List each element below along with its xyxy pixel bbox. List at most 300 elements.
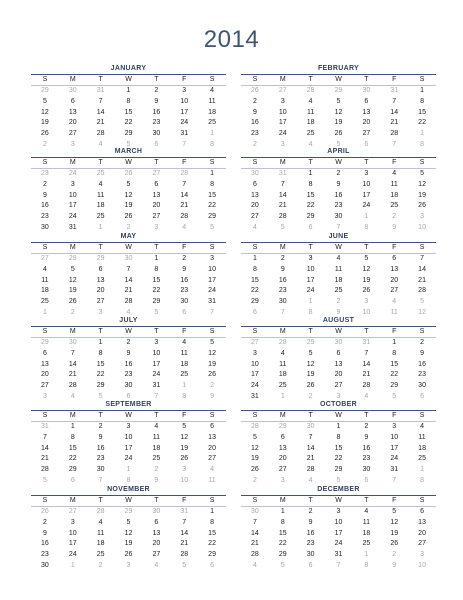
day-cell: 21 (362, 371, 371, 379)
day-cell: 22 (124, 119, 133, 127)
day-cell: 8 (392, 350, 397, 358)
day-cell-adjacent-month: 7 (280, 308, 285, 316)
day-cell: 15 (251, 276, 259, 284)
calendar-year-title: 2014 (203, 26, 260, 53)
day-cell: 25 (152, 455, 161, 463)
day-cell: 5 (308, 350, 313, 358)
day-grid (31, 254, 226, 318)
day-cell: 20 (334, 371, 343, 379)
day-cell: 7 (420, 255, 425, 263)
day-cell: 22 (208, 540, 216, 548)
day-cell: 18 (152, 444, 161, 452)
weekday-label: F (182, 497, 187, 505)
day-cell-adjacent-month: 26 (41, 508, 49, 516)
day-cell: 16 (124, 360, 133, 368)
day-cell: 29 (278, 551, 287, 559)
day-cell: 11 (96, 529, 105, 537)
day-cell-adjacent-month: 9 (392, 561, 397, 569)
weekday-label: T (154, 497, 159, 505)
day-cell: 4 (336, 255, 341, 263)
day-cell-adjacent-month: 5 (154, 308, 159, 316)
day-cell-adjacent-month: 7 (182, 140, 187, 148)
day-cell: 23 (41, 213, 49, 221)
day-cell-adjacent-month: 28 (251, 423, 259, 431)
day-cell: 17 (390, 444, 399, 452)
day-cell: 20 (278, 455, 287, 463)
day-cell-adjacent-month: 1 (98, 223, 103, 231)
day-cell: 12 (124, 529, 133, 537)
day-cell-adjacent-month: 2 (98, 561, 103, 569)
day-cell: 6 (42, 350, 47, 358)
day-cell: 21 (180, 540, 189, 548)
day-cell: 22 (152, 287, 161, 295)
day-cell: 2 (98, 423, 103, 431)
day-cell: 19 (334, 119, 343, 127)
day-cell: 18 (278, 371, 287, 379)
day-grid (241, 254, 436, 318)
day-cell-adjacent-month: 5 (336, 140, 341, 148)
day-cell: 12 (362, 266, 371, 274)
day-cell: 15 (334, 444, 343, 452)
day-cell: 23 (306, 540, 315, 548)
day-cell: 8 (280, 519, 285, 527)
month-january (31, 63, 226, 151)
day-cell: 4 (308, 98, 313, 106)
day-cell-adjacent-month: 5 (210, 223, 215, 231)
day-cell: 1 (98, 339, 103, 347)
day-cell-adjacent-month: 5 (126, 140, 131, 148)
day-cell: 25 (362, 540, 371, 548)
day-cell: 7 (182, 519, 187, 527)
day-cell: 4 (98, 519, 103, 527)
day-cell-adjacent-month: 5 (42, 476, 47, 484)
weekday-label: T (364, 244, 369, 252)
day-cell: 22 (96, 371, 105, 379)
day-cell: 17 (334, 529, 343, 537)
month-name: APRIL (327, 148, 350, 155)
weekday-label: S (252, 328, 258, 336)
day-cell: 27 (68, 130, 77, 138)
weekday-label: F (182, 76, 187, 84)
day-cell: 4 (42, 266, 47, 274)
day-cell: 31 (390, 466, 399, 474)
day-cell: 26 (334, 130, 343, 138)
day-cell: 9 (42, 191, 47, 199)
month-name: MAY (120, 233, 137, 240)
day-cell: 28 (251, 551, 259, 559)
day-cell: 30 (180, 298, 189, 306)
day-cell: 3 (308, 255, 313, 263)
day-cell: 25 (96, 213, 105, 221)
day-cell: 5 (70, 266, 75, 274)
weekday-label: S (42, 76, 48, 84)
weekday-label: T (98, 244, 103, 252)
weekday-label: F (182, 244, 187, 252)
day-grid (241, 338, 436, 402)
weekday-label: S (252, 159, 258, 167)
weekday-label: S (209, 412, 215, 420)
day-cell: 16 (362, 444, 371, 452)
day-cell: 30 (334, 213, 343, 221)
day-cell: 13 (278, 444, 287, 452)
day-cell: 19 (390, 529, 399, 537)
day-cell: 1 (336, 423, 341, 431)
weekday-label: S (42, 244, 48, 252)
day-cell: 18 (306, 119, 315, 127)
day-cell-adjacent-month: 6 (420, 392, 425, 400)
month-august (241, 315, 436, 403)
day-cell: 10 (68, 529, 77, 537)
day-cell: 2 (182, 255, 187, 263)
day-cell: 9 (42, 529, 47, 537)
day-cell: 13 (68, 108, 77, 116)
day-cell-adjacent-month: 2 (392, 213, 397, 221)
weekday-label: W (125, 159, 132, 167)
day-cell-adjacent-month: 1 (420, 130, 425, 138)
day-cell: 12 (418, 181, 426, 189)
day-cell: 4 (392, 170, 397, 178)
day-cell: 18 (96, 540, 105, 548)
month-name: JUNE (328, 233, 349, 240)
day-cell-adjacent-month: 8 (182, 392, 187, 400)
day-cell: 11 (390, 181, 398, 189)
day-cell-adjacent-month: 5 (420, 298, 425, 306)
month-september (31, 399, 226, 487)
day-cell: 18 (418, 444, 426, 452)
weekday-label: M (69, 76, 76, 84)
day-cell-adjacent-month: 5 (392, 392, 397, 400)
day-cell: 5 (336, 98, 341, 106)
day-cell-adjacent-month: 3 (42, 392, 47, 400)
day-cell: 2 (336, 170, 341, 178)
weekday-label: W (125, 497, 132, 505)
day-cell: 2 (126, 339, 131, 347)
day-cell-adjacent-month: 6 (70, 476, 75, 484)
day-cell: 11 (362, 519, 370, 527)
day-cell-adjacent-month: 1 (364, 551, 369, 559)
weekday-header (31, 158, 226, 169)
day-cell-adjacent-month: 3 (420, 551, 425, 559)
weekday-label: M (279, 412, 286, 420)
day-cell: 20 (152, 540, 161, 548)
day-cell: 27 (278, 466, 287, 474)
day-cell: 21 (68, 371, 77, 379)
day-cell: 18 (208, 108, 216, 116)
day-cell-adjacent-month: 2 (126, 223, 131, 231)
day-cell-adjacent-month: 1 (364, 213, 369, 221)
day-cell: 6 (336, 350, 341, 358)
day-cell: 28 (306, 466, 315, 474)
day-cell: 26 (68, 298, 77, 306)
day-cell: 9 (308, 519, 313, 527)
day-cell-adjacent-month: 28 (278, 339, 287, 347)
month-name: MARCH (114, 148, 143, 155)
weekday-label: F (392, 497, 397, 505)
weekday-label: M (69, 412, 76, 420)
weekday-label: S (209, 159, 215, 167)
day-cell: 19 (306, 371, 315, 379)
day-cell-adjacent-month: 2 (308, 392, 313, 400)
day-cell: 14 (306, 444, 315, 452)
day-cell: 15 (208, 529, 216, 537)
day-cell-adjacent-month: 3 (364, 298, 369, 306)
day-cell-adjacent-month: 8 (420, 140, 425, 148)
day-cell-adjacent-month: 2 (392, 551, 397, 559)
day-cell: 28 (41, 466, 49, 474)
day-cell-adjacent-month: 26 (251, 87, 259, 95)
day-cell: 14 (68, 360, 77, 368)
day-cell: 27 (152, 213, 161, 221)
day-cell: 24 (124, 455, 133, 463)
month-october (241, 399, 436, 487)
day-cell-adjacent-month: 5 (182, 561, 187, 569)
day-cell: 28 (96, 130, 105, 138)
weekday-label: W (335, 497, 342, 505)
day-cell-adjacent-month: 1 (280, 392, 285, 400)
day-cell: 13 (96, 276, 105, 284)
day-cell-adjacent-month: 1 (42, 308, 47, 316)
weekday-label: S (252, 244, 258, 252)
day-cell: 15 (68, 444, 77, 452)
day-cell-adjacent-month: 10 (418, 223, 426, 231)
day-cell: 25 (306, 130, 315, 138)
month-name: OCTOBER (320, 401, 357, 408)
weekday-label: F (182, 328, 187, 336)
day-cell-adjacent-month: 10 (362, 308, 371, 316)
day-cell: 15 (124, 108, 133, 116)
day-cell-adjacent-month: 2 (154, 466, 159, 474)
day-cell: 9 (280, 266, 285, 274)
weekday-label: M (69, 328, 76, 336)
day-cell-adjacent-month: 9 (154, 476, 159, 484)
day-cell: 28 (418, 287, 426, 295)
day-cell: 15 (96, 360, 105, 368)
day-cell: 10 (208, 266, 216, 274)
weekday-label: T (308, 497, 313, 505)
day-cell: 26 (124, 551, 133, 559)
day-cell: 21 (278, 202, 287, 210)
day-cell-adjacent-month: 2 (252, 476, 257, 484)
day-cell: 31 (180, 130, 189, 138)
day-cell: 24 (390, 455, 399, 463)
day-cell: 17 (124, 444, 133, 452)
day-cell: 12 (390, 519, 399, 527)
day-cell-adjacent-month: 9 (210, 392, 215, 400)
day-cell: 16 (418, 360, 426, 368)
weekday-label: S (252, 497, 258, 505)
day-cell: 14 (124, 276, 133, 284)
day-cell: 24 (306, 287, 315, 295)
day-cell: 18 (334, 276, 343, 284)
day-cell: 23 (418, 371, 426, 379)
day-cell: 11 (96, 191, 105, 199)
day-cell: 3 (126, 423, 131, 431)
day-cell-adjacent-month: 6 (252, 308, 257, 316)
weekday-label: M (279, 497, 286, 505)
day-cell-adjacent-month: 8 (126, 476, 131, 484)
day-cell: 30 (41, 223, 49, 231)
day-cell-adjacent-month: 8 (364, 223, 369, 231)
day-cell-adjacent-month: 29 (96, 255, 105, 263)
day-cell: 21 (180, 202, 189, 210)
day-cell-adjacent-month: 6 (308, 223, 313, 231)
day-cell: 16 (41, 202, 49, 210)
day-cell-adjacent-month: 2 (42, 140, 47, 148)
weekday-label: T (98, 412, 103, 420)
day-cell: 11 (279, 360, 287, 368)
day-cell: 6 (252, 181, 257, 189)
day-cell: 7 (98, 98, 103, 106)
day-cell: 25 (278, 382, 287, 390)
month-name: NOVEMBER (107, 486, 150, 493)
day-cell: 27 (208, 455, 216, 463)
day-cell-adjacent-month: 30 (124, 255, 133, 263)
day-cell: 17 (68, 202, 77, 210)
day-cell: 7 (392, 98, 397, 106)
day-cell-adjacent-month: 30 (251, 508, 259, 516)
day-cell: 10 (152, 350, 161, 358)
weekday-label: M (69, 497, 76, 505)
weekday-header (241, 158, 436, 169)
day-cell: 23 (180, 287, 189, 295)
day-cell: 30 (418, 382, 426, 390)
day-cell-adjacent-month: 30 (251, 170, 259, 178)
weekday-label: W (125, 244, 132, 252)
day-cell: 4 (280, 350, 285, 358)
day-cell-adjacent-month: 6 (364, 140, 369, 148)
weekday-label: F (392, 159, 397, 167)
month-march (31, 146, 226, 234)
day-cell: 26 (306, 382, 315, 390)
day-cell: 5 (210, 339, 215, 347)
day-cell: 5 (182, 423, 187, 431)
day-cell: 3 (392, 423, 397, 431)
weekday-label: T (98, 159, 103, 167)
day-cell: 26 (362, 287, 371, 295)
day-cell-adjacent-month: 7 (336, 561, 341, 569)
day-cell-adjacent-month: 7 (98, 476, 103, 484)
day-cell: 15 (390, 360, 399, 368)
day-cell: 28 (180, 551, 189, 559)
day-cell: 11 (152, 434, 160, 442)
day-cell: 2 (420, 339, 425, 347)
day-cell: 18 (362, 529, 371, 537)
day-cell-adjacent-month: 27 (68, 508, 77, 516)
weekday-label: W (335, 159, 342, 167)
day-grid (31, 169, 226, 233)
day-cell: 17 (208, 276, 216, 284)
day-cell: 8 (210, 181, 215, 189)
day-cell: 19 (251, 455, 259, 463)
day-cell: 9 (364, 434, 369, 442)
day-cell-adjacent-month: 27 (278, 87, 287, 95)
day-cell-adjacent-month: 4 (126, 308, 131, 316)
day-cell: 4 (210, 87, 215, 95)
weekday-header (241, 411, 436, 422)
day-cell-adjacent-month: 1 (308, 298, 313, 306)
weekday-label: M (279, 244, 286, 252)
day-cell: 16 (96, 444, 105, 452)
day-cell: 9 (98, 434, 103, 442)
day-cell: 30 (96, 466, 105, 474)
day-cell: 22 (390, 371, 399, 379)
day-cell: 28 (390, 130, 399, 138)
day-cell-adjacent-month: 6 (308, 561, 313, 569)
day-cell-adjacent-month: 24 (68, 170, 77, 178)
day-cell: 25 (41, 298, 49, 306)
month-february (241, 63, 436, 151)
day-cell: 14 (251, 529, 259, 537)
day-cell-adjacent-month: 1 (126, 466, 131, 474)
day-cell-adjacent-month: 30 (334, 339, 343, 347)
weekday-label: T (364, 412, 369, 420)
day-cell-adjacent-month: 27 (41, 255, 49, 263)
day-cell: 1 (70, 423, 75, 431)
day-cell: 21 (41, 455, 49, 463)
day-cell: 28 (124, 298, 133, 306)
weekday-label: F (392, 328, 397, 336)
day-cell-adjacent-month: 29 (41, 339, 49, 347)
weekday-label: W (335, 76, 342, 84)
day-cell-adjacent-month: 29 (306, 339, 315, 347)
day-cell-adjacent-month: 27 (152, 170, 161, 178)
day-cell: 22 (334, 455, 343, 463)
day-cell: 29 (152, 298, 161, 306)
day-cell-adjacent-month: 4 (364, 392, 369, 400)
weekday-label: T (154, 76, 159, 84)
day-cell: 8 (126, 98, 131, 106)
day-cell: 27 (390, 287, 399, 295)
day-cell: 2 (252, 98, 257, 106)
day-cell: 12 (124, 191, 133, 199)
day-cell-adjacent-month: 26 (124, 170, 133, 178)
day-cell: 24 (362, 202, 371, 210)
day-cell-adjacent-month: 8 (420, 476, 425, 484)
day-cell-adjacent-month: 4 (392, 298, 397, 306)
month-name: FEBRUARY (317, 65, 360, 72)
day-cell-adjacent-month: 11 (208, 476, 216, 484)
weekday-label: T (154, 328, 159, 336)
day-cell: 11 (41, 276, 49, 284)
day-cell-adjacent-month: 2 (336, 298, 341, 306)
weekday-label: T (308, 412, 313, 420)
day-cell: 28 (68, 382, 77, 390)
month-december (241, 484, 436, 572)
day-cell: 3 (210, 255, 215, 263)
day-cell-adjacent-month: 1 (182, 382, 187, 390)
weekday-label: W (335, 244, 342, 252)
day-cell: 13 (152, 529, 161, 537)
day-cell-adjacent-month: 31 (41, 423, 49, 431)
day-cell: 10 (278, 108, 287, 116)
day-cell: 29 (390, 382, 399, 390)
day-cell: 4 (364, 508, 369, 516)
weekday-header (31, 496, 226, 507)
day-cell: 13 (208, 434, 216, 442)
day-cell-adjacent-month: 28 (68, 255, 77, 263)
day-cell: 3 (252, 350, 257, 358)
day-cell: 17 (278, 119, 287, 127)
day-cell: 30 (152, 130, 161, 138)
day-cell: 19 (362, 276, 371, 284)
day-cell: 8 (252, 266, 257, 274)
day-cell-adjacent-month: 31 (278, 170, 287, 178)
day-cell: 10 (68, 191, 77, 199)
weekday-label: F (182, 412, 187, 420)
day-cell: 12 (334, 108, 343, 116)
day-cell: 27 (362, 130, 371, 138)
day-cell: 7 (126, 266, 131, 274)
